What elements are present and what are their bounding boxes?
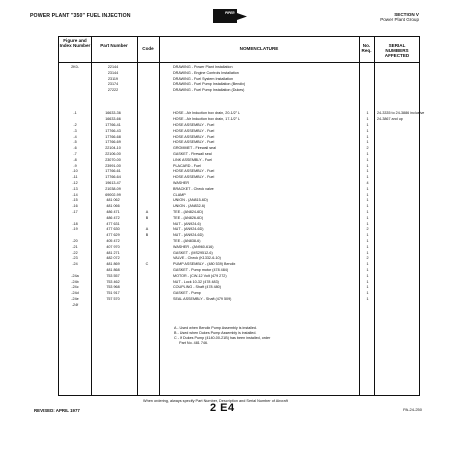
nomenclature-cell: HOSE - Air Induction box drain, 17-1/2" L <box>173 117 241 122</box>
quantity-cell: 1 <box>366 192 369 197</box>
figure-index-cell: -22 <box>72 250 78 255</box>
part-number-cell: 23991-00 <box>105 163 121 168</box>
nomenclature-cell: HOSE ASSEMBLY - Fuel <box>173 169 215 174</box>
nomenclature-cell: COUPLING - Shaft (478 480) <box>173 285 221 290</box>
quantity-cell: 1 <box>366 285 369 290</box>
revision-date: REVISED: APRIL 1977 <box>34 408 80 413</box>
nomenclature-cell: DRAWING - Fuel System Installation <box>173 76 234 81</box>
nomenclature-cell: PLACARD - Fuel <box>173 163 201 168</box>
table-row <box>59 164 419 169</box>
figure-index-cell: -4 <box>73 134 77 139</box>
quantity-cell: 1 <box>366 268 369 272</box>
figure-index-cell: -9 <box>73 163 77 168</box>
table-row <box>59 152 419 157</box>
nomenclature-cell: NUT - (AN924-6D) <box>173 227 204 232</box>
nomenclature-cell: NUT - (AN924-6D) <box>173 233 204 238</box>
serial-numbers-cell: 24-3335 to 24-3886 inclusive <box>377 111 425 116</box>
figure-index-cell: -3 <box>73 128 77 133</box>
part-number-cell: 753 557 <box>106 273 120 278</box>
part-number-cell: 753 968 <box>106 285 120 290</box>
part-number-cell: 486 472 <box>106 215 120 220</box>
nomenclature-cell: NUT - Lock 10-32 (478 483) <box>173 279 219 284</box>
nomenclature-cell: HOSE ASSEMBLY - Fuel <box>173 175 215 180</box>
table-row <box>59 169 419 174</box>
table-row <box>59 291 419 296</box>
quantity-cell: 1 <box>366 204 369 209</box>
nomenclature-cell: GASKET - Pump motor (478 484) <box>173 268 229 272</box>
parts-table <box>58 36 425 396</box>
quantity-cell: 1 <box>366 250 369 255</box>
table-row <box>59 198 419 203</box>
figure-index-cell: -12 <box>72 181 78 185</box>
table-row <box>59 222 419 227</box>
figure-index-cell: -10 <box>72 169 78 174</box>
part-number-cell: 23070-00 <box>105 157 121 162</box>
nomenclature-cell: HOSE ASSEMBLY - Fuel <box>173 140 215 145</box>
nomenclature-cell: PUMP ASSEMBLY - (480 539) Bendix <box>173 262 236 267</box>
nomenclature-cell: HOSE - Air Induction box drain, 20-1/2" L <box>173 111 241 116</box>
nomenclature-cell: HOSE ASSEMBLY - Fuel <box>173 134 215 139</box>
table-row <box>59 268 419 273</box>
quantity-cell: 1 <box>366 152 369 156</box>
table-row <box>59 129 419 134</box>
code-cell: C <box>145 262 149 267</box>
part-number-cell: 22104-10 <box>105 146 121 151</box>
part-number-cell: 16633-36 <box>105 111 121 116</box>
nomenclature-cell: HOSE ASSEMBLY - Fuel <box>173 128 215 133</box>
quantity-cell: 1 <box>366 128 369 133</box>
part-number-cell: 477 631 <box>106 221 120 226</box>
quantity-cell: 1 <box>366 140 369 145</box>
quantity-cell: 1 <box>366 169 369 174</box>
nomenclature-cell: DRAWING - Fuel Pump Installation (Bendix) <box>173 82 246 87</box>
section-header <box>380 12 419 23</box>
quantity-cell: 1 <box>366 123 369 127</box>
quantity-cell: 2 <box>366 256 369 261</box>
nomenclature-cell: GASKET - (MS29512-6) <box>173 250 213 255</box>
header-no-req: No. Req. <box>361 43 372 53</box>
part-number-cell: 22144 <box>107 65 119 69</box>
nomenclature-cell: WASHER <box>173 181 190 185</box>
part-number-cell: 17766-69 <box>105 140 121 145</box>
figure-index-cell: -2 <box>73 123 77 127</box>
document-title: POWER PLANT "350" FUEL INJECTION <box>30 13 131 19</box>
table-row <box>59 274 419 279</box>
part-number-cell: 405 472 <box>106 239 120 243</box>
part-number-cell: 23119 <box>108 76 118 81</box>
header-figure: Figure and Index Number <box>59 38 91 48</box>
table-row <box>59 111 425 116</box>
table-row <box>59 256 419 261</box>
nomenclature-cell: CLAMP <box>173 192 186 197</box>
table-row <box>59 280 419 285</box>
nomenclature-cell: VALVE - Check (K1332-6-10) <box>173 256 221 261</box>
quantity-cell: 1 <box>366 262 369 267</box>
figure-index-cell: -7 <box>73 152 77 156</box>
quantity-cell: 1 <box>366 239 369 243</box>
quantity-cell: 1 <box>366 163 369 168</box>
code-cell: A <box>145 227 149 232</box>
figure-index-cell: -24a <box>71 273 79 278</box>
note-a: A - Used when Bendix Pump Assembly is installed. <box>174 326 258 330</box>
quantity-cell: 1 <box>366 157 369 162</box>
part-number-cell: 757 570 <box>106 297 120 301</box>
note-b: B - Used when Dukes Pump Assembly is installed. <box>174 331 257 335</box>
nomenclature-cell: TEE - (AN838-6) <box>173 239 201 243</box>
table-row <box>59 227 419 232</box>
figure-index-cell: -21 <box>72 244 78 249</box>
nomenclature-cell: SEAL ASSEMBLY - Shaft (479 509) <box>173 297 232 301</box>
note-c-cont: Part No. 481 746. <box>174 341 209 345</box>
table-row <box>59 285 419 290</box>
figure-index-cell: -18 <box>72 221 78 226</box>
table-row <box>59 88 419 93</box>
figure-index-cell: -5 <box>73 140 77 145</box>
figure-index-cell: -23 <box>72 256 78 261</box>
part-number-cell: 481 271 <box>106 250 120 255</box>
part-number-cell: 22106-00 <box>105 152 121 156</box>
figure-index-cell: -15 <box>72 198 78 203</box>
figure-index-cell: -24 <box>72 262 78 267</box>
figure-index-cell: -24d <box>71 291 79 296</box>
nomenclature-cell: MOTOR - (CW-12 Volt (479 272) <box>173 273 227 278</box>
nomenclature-cell: UNION - (AN815-6D) <box>173 198 208 203</box>
figure-index-cell: -20 <box>72 239 78 243</box>
quantity-cell: 1 <box>366 134 369 139</box>
figure-index-cell: -13 <box>72 186 78 191</box>
note-c: C - If Dukes Pump (4140-00-21B) has been installed, order <box>174 336 271 340</box>
group-label: Power Plant Group <box>380 17 419 23</box>
figure-index-cell: -16 <box>72 204 78 209</box>
part-number-cell: 481 869 <box>106 262 120 267</box>
quantity-cell: 1 <box>366 117 369 122</box>
table-row <box>59 181 419 186</box>
table-row <box>59 158 419 163</box>
table-row <box>59 239 419 244</box>
table-row <box>59 193 419 198</box>
header-nomenclature: NOMENCLATURE <box>239 46 279 51</box>
part-number-cell: 751 917 <box>106 291 120 296</box>
table-row <box>59 77 419 82</box>
part-number-cell: 17766-61 <box>105 169 121 174</box>
quantity-cell: 1 <box>366 279 369 284</box>
part-number-cell: 17766-64 <box>105 175 121 180</box>
table-row <box>59 94 419 99</box>
table-row <box>59 303 419 308</box>
figure-index-cell: -14 <box>72 192 78 197</box>
figure-index-cell: -1 <box>73 111 77 116</box>
part-number-cell: 17766-68 <box>105 134 121 139</box>
quantity-cell: 1 <box>366 291 369 296</box>
table-row <box>59 117 419 122</box>
section-label: SECTION V <box>394 12 419 17</box>
quantity-cell: 1 <box>366 215 369 220</box>
code-cell: B <box>145 215 149 220</box>
part-number-cell: 481 066 <box>106 204 120 209</box>
part-number-cell: 486 471 <box>106 210 120 214</box>
figure-index-cell: -24e <box>71 297 79 301</box>
part-number-cell: 69002-99 <box>105 192 121 197</box>
part-number-cell: 19613-47 <box>105 181 121 185</box>
quantity-cell: 1 <box>366 175 369 180</box>
part-number-cell: 407 970 <box>106 244 120 249</box>
table-row <box>59 140 419 145</box>
quantity-cell: 4 <box>366 181 369 185</box>
figure-index-cell: -24c <box>71 285 79 290</box>
table-row <box>59 187 419 192</box>
table-row <box>59 251 419 256</box>
part-number-cell: 17766-41 <box>105 123 121 127</box>
part-number-cell: 753 462 <box>106 279 120 284</box>
quantity-cell: 2 <box>366 227 369 232</box>
table-row <box>59 71 419 76</box>
table-row <box>59 123 419 128</box>
nomenclature-cell: DRAWING - Power Plant Installation <box>173 65 233 69</box>
table-row <box>59 100 419 105</box>
table-row <box>59 297 419 302</box>
nomenclature-cell: BRACKET - Check valve <box>173 186 214 191</box>
table-row <box>59 82 419 87</box>
table-row <box>59 233 419 238</box>
quantity-cell: 1 <box>366 297 369 301</box>
table-row <box>59 175 419 180</box>
nomenclature-cell: DRAWING - Engine Controls Installation <box>173 70 239 75</box>
header-code: Code <box>142 46 154 51</box>
table-row <box>59 262 419 267</box>
part-number-cell: 27222 <box>107 88 119 93</box>
quantity-cell: 1 <box>366 186 369 191</box>
table-row <box>59 106 419 111</box>
nomenclature-cell: LINK ASSEMBLY - Fuel <box>173 157 213 162</box>
table-row <box>59 146 419 151</box>
quantity-cell: 1 <box>366 210 369 214</box>
part-number-cell: 482 072 <box>106 256 120 261</box>
header-serial-numbers: SERIAL NUMBERS AFFECTED <box>384 43 410 58</box>
quantity-cell: 1 <box>366 198 369 203</box>
quantity-cell: 1 <box>366 244 369 249</box>
code-cell: A <box>145 210 149 214</box>
serial-numbers-cell: 24-3867 and up <box>377 117 403 122</box>
figure-index-cell: -11 <box>72 175 78 180</box>
table-row <box>59 210 419 215</box>
table-row <box>59 135 419 140</box>
form-number: PA-24-250 <box>403 407 422 412</box>
ordering-note: When ordering, always specify Part Number, Description and Serial Number of Aircraft <box>143 399 288 403</box>
part-number-cell: 477 630 <box>106 227 120 232</box>
nomenclature-cell: TEE - (AN824-6D) <box>173 210 204 214</box>
logo-text: PIPER <box>225 11 235 15</box>
nomenclature-cell: HOSE ASSEMBLY - Fuel <box>173 123 215 127</box>
table-row <box>59 204 419 209</box>
nomenclature-cell: WASHER - (AN960-616) <box>173 244 214 249</box>
code-cell: B <box>145 233 149 238</box>
part-number-cell: 23174 <box>107 82 119 87</box>
figure-index-cell: -8 <box>73 157 77 162</box>
figure-index-cell: -6 <box>73 146 77 151</box>
header-part-number: Part Number <box>100 43 128 48</box>
code-notes <box>174 326 270 346</box>
quantity-cell: 1 <box>366 233 369 238</box>
table-row <box>59 65 419 70</box>
figure-index-cell: -17 <box>72 210 78 214</box>
quantity-cell: 2 <box>366 146 369 151</box>
nomenclature-cell: TEE - (AN826-6D) <box>173 215 204 220</box>
figure-index-cell: -24b <box>71 279 79 284</box>
part-number-cell: 16633-66 <box>105 117 121 122</box>
part-number-cell: 477 629 <box>106 233 120 238</box>
nomenclature-cell: GASKET - Firewall seal <box>173 152 212 156</box>
table-row <box>59 245 419 250</box>
quantity-cell: 1 <box>366 221 369 226</box>
nomenclature-cell: GASKET - Pump <box>173 291 201 296</box>
part-number-cell: 21038-09 <box>105 186 121 191</box>
nomenclature-cell: DRAWING - Fuel Pump Installation (Dukes) <box>173 88 245 93</box>
part-number-cell: 481 868 <box>106 268 120 272</box>
figure-index-cell: 2K0- <box>71 65 79 69</box>
figure-index-cell: -19 <box>72 227 78 232</box>
quantity-cell: 1 <box>366 111 369 116</box>
quantity-cell: 1 <box>366 273 369 278</box>
nomenclature-cell: NUT - (AN924-6) <box>173 221 201 226</box>
table-row <box>59 216 419 221</box>
page-number: 2 E4 <box>210 402 235 414</box>
nomenclature-cell: UNION - (AN832-6) <box>173 204 206 209</box>
part-number-cell: 481 062 <box>106 198 120 203</box>
part-number-cell: 17766-43 <box>105 128 121 133</box>
nomenclature-cell: GROMMET - Firewall seal <box>173 146 216 151</box>
part-number-cell: 23144 <box>107 70 119 75</box>
figure-index-cell: -24f <box>71 302 79 307</box>
